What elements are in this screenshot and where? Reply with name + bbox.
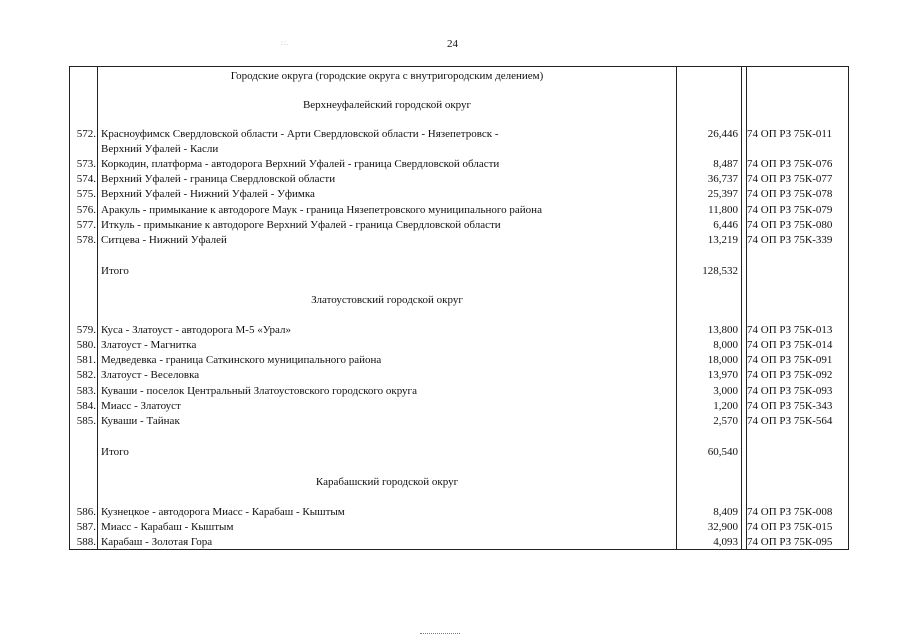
table-row — [70, 323, 848, 338]
section-header: Городские округа (городские округа с внутригородским делением) — [230, 70, 544, 82]
total-label: Итого — [101, 446, 129, 458]
road-length: 18,000 — [707, 354, 738, 366]
road-name: Верхний Уфалей - Нижний Уфалей - Уфимка — [101, 188, 315, 200]
table-row — [70, 338, 848, 353]
row-number: 583. — [76, 385, 96, 397]
total-value: 60,540 — [707, 446, 738, 458]
table-row — [70, 157, 848, 172]
total-value: 128,532 — [702, 265, 738, 277]
road-name: Миасс - Карабаш - Кыштым — [101, 521, 234, 533]
table-row — [70, 233, 848, 248]
road-length: 1,200 — [713, 400, 738, 412]
group-title: Златоустовский городской округ — [311, 294, 463, 306]
road-length: 11,800 — [708, 204, 738, 216]
road-code: 74 ОП РЗ 75К-015 — [747, 521, 833, 533]
scan-artifact-bottom — [420, 633, 460, 636]
road-name: Златоуст - Веселовка — [101, 369, 200, 381]
road-length: 8,409 — [713, 506, 738, 518]
row-number: 573. — [76, 158, 96, 170]
row-number: 574. — [76, 173, 96, 185]
road-name: Карабаш - Золотая Гора — [101, 536, 213, 548]
road-code: 74 ОП РЗ 75К-095 — [747, 536, 833, 548]
road-length: 8,000 — [713, 339, 738, 351]
road-length: 2,570 — [713, 415, 738, 427]
road-code: 74 ОП РЗ 75К-077 — [747, 173, 833, 185]
road-code: 74 ОП РЗ 75К-011 — [747, 128, 832, 140]
total-row — [70, 264, 848, 279]
road-code: 74 ОП РЗ 75К-564 — [747, 415, 833, 427]
road-length: 13,800 — [707, 324, 738, 336]
road-code: 74 ОП РЗ 75К-091 — [747, 354, 833, 366]
row-number: 579. — [76, 324, 96, 336]
road-code: 74 ОП РЗ 75К-079 — [747, 204, 833, 216]
row-number: 576. — [76, 204, 96, 216]
row-number: 581. — [76, 354, 96, 366]
road-name: Медведевка - граница Саткинского муниципального района — [101, 354, 382, 366]
table-row — [70, 384, 848, 399]
road-code: 74 ОП РЗ 75К-013 — [747, 324, 833, 336]
table-row — [70, 187, 848, 202]
row-number: 577. — [76, 219, 96, 231]
table-row-continuation — [70, 142, 848, 157]
road-code: 74 ОП РЗ 75К-008 — [747, 506, 833, 518]
total-row — [70, 445, 848, 460]
table-row — [70, 414, 848, 429]
table-row — [70, 218, 848, 233]
table-row — [70, 505, 848, 520]
road-name: Куваши - Тайнак — [101, 415, 180, 427]
row-number: 588. — [76, 536, 96, 548]
road-name: Златоуст - Магнитка — [101, 339, 197, 351]
row-number: 586. — [76, 506, 96, 518]
road-length: 6,446 — [713, 219, 738, 231]
road-code: 74 ОП РЗ 75К-093 — [747, 385, 833, 397]
road-name: Верхний Уфалей - граница Свердловской области — [101, 173, 336, 185]
road-name: Кузнецкое - автодорога Миасс - Карабаш - Кыштым — [101, 506, 345, 518]
table-row — [70, 368, 848, 383]
row-number: 578. — [76, 234, 96, 246]
row-number: 585. — [76, 415, 96, 427]
road-name: Миасс - Златоуст — [101, 400, 181, 412]
road-length: 36,737 — [707, 173, 738, 185]
road-code: 74 ОП РЗ 75К-078 — [747, 188, 833, 200]
road-code: 74 ОП РЗ 75К-076 — [747, 158, 833, 170]
road-code: 74 ОП РЗ 75К-092 — [747, 369, 833, 381]
road-name: Аракуль - примыкание к автодороге Маук - граница Нязепетровского муниципального района — [101, 204, 542, 216]
table-row — [70, 399, 848, 414]
row-number: 575. — [76, 188, 96, 200]
road-length: 32,900 — [707, 521, 738, 533]
road-length: 26,446 — [707, 128, 738, 140]
group-title: Карабашский городской округ — [315, 476, 459, 488]
table-row — [70, 203, 848, 218]
table-row — [70, 353, 848, 368]
row-number: 580. — [76, 339, 96, 351]
road-length: 25,397 — [707, 188, 738, 200]
scan-artifact: ::. — [281, 39, 290, 47]
total-label: Итого — [101, 265, 129, 277]
road-name: Красноуфимск Свердловской области - Арти Свердловской области - Нязепетровск - — [101, 128, 499, 140]
page-number: 24 — [447, 38, 458, 50]
road-name: Куса - Златоуст - автодорога М-5 «Урал» — [101, 324, 291, 336]
group-title: Верхнеуфалейский городской округ — [302, 99, 472, 111]
road-name: Иткуль - примыкание к автодороге Верхний Уфалей - граница Свердловской области — [101, 219, 501, 231]
table-row — [70, 535, 848, 550]
row-number: 572. — [76, 128, 96, 140]
table-row — [70, 520, 848, 535]
table-row — [70, 172, 848, 187]
row-number: 584. — [76, 400, 96, 412]
road-name-continuation: Верхний Уфалей - Касли — [101, 143, 219, 155]
road-length: 13,219 — [707, 234, 738, 246]
road-name: Коркодин, платформа - автодорога Верхний Уфалей - граница Свердловской области — [101, 158, 500, 170]
row-number: 582. — [76, 369, 96, 381]
road-length: 4,093 — [713, 536, 738, 548]
table-row — [70, 127, 848, 142]
road-code: 74 ОП РЗ 75К-339 — [747, 234, 833, 246]
row-number: 587. — [76, 521, 96, 533]
road-code: 74 ОП РЗ 75К-014 — [747, 339, 833, 351]
road-code: 74 ОП РЗ 75К-080 — [747, 219, 833, 231]
road-code: 74 ОП РЗ 75К-343 — [747, 400, 833, 412]
road-name: Ситцева - Нижний Уфалей — [101, 234, 227, 246]
road-length: 3,000 — [713, 385, 738, 397]
road-length: 8,487 — [713, 158, 738, 170]
road-length: 13,970 — [707, 369, 738, 381]
roads-table — [69, 66, 849, 550]
road-name: Куваши - поселок Центральный Златоустовского городского округа — [101, 385, 417, 397]
